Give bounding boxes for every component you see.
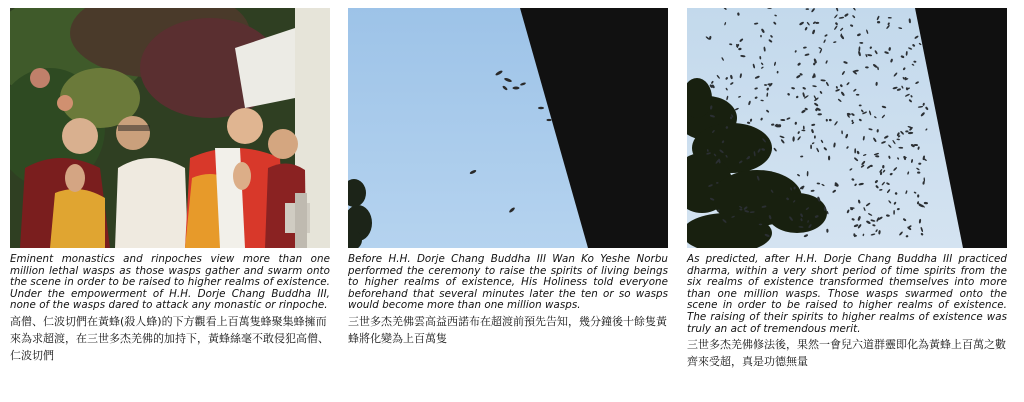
caption-chinese: 高僧、仁波切們在黃蜂(殺人蜂)的下方觀看上百萬隻蜂聚集蜂擁而來為求超渡，在三世多杰羌佛的加持下，黃蜂絲毫不敢侵犯高僧、仁波切們 (10, 314, 329, 362)
panel-before-ceremony (348, 8, 668, 347)
caption-chinese: 三世多杰羌佛修法後，果然一會兒六道群靈即化為黃蜂上百萬之數齊來受超，真是功德無量 (687, 338, 1006, 369)
photo-monks-viewing-wasps (10, 8, 330, 248)
caption-english: Before H.H. Dorje Chang Buddha III Wan Ko Yeshe Norbu performed the ceremony to raise the spirits of living beings to higher realms of existence, His Holiness told everyone beforehand that several minutes later the ten or so wasps would become more than one million wasps. (348, 253, 668, 312)
panel-monks (10, 8, 330, 364)
caption-chinese: 三世多杰羌佛雲高益西諾布在超渡前預先告知，幾分鐘後十餘隻黃蜂將化變為上百萬隻 (348, 314, 667, 345)
photo-wasp-swarm (687, 8, 1007, 248)
caption-english: As predicted, after H.H. Dorje Chang Buddha III practiced dharma, within a very short period of time spirits from the six realms of existence transformed themselves into more than one million wasps. Those wasps swarmed onto the scene in order to be raised to higher realms of existence. The raising of their spirits to higher realms of existence was truly an act of tremendous merit. (687, 253, 1007, 335)
panel-wasp-swarm (687, 8, 1007, 370)
caption-english: Eminent monastics and rinpoches view more than one million lethal wasps as those wasps gather and swarm onto the scene in order to be raised to higher realms of existence. Under the empowerment of H.H. Dorje Chang Buddha III, none of the wasps dared to attack any monastic or rinpoche. (10, 253, 330, 312)
sky-building-illustration (348, 8, 668, 248)
photo-few-wasps (348, 8, 668, 248)
monks-photo-illustration (10, 8, 330, 248)
swarm-illustration (687, 8, 1007, 248)
